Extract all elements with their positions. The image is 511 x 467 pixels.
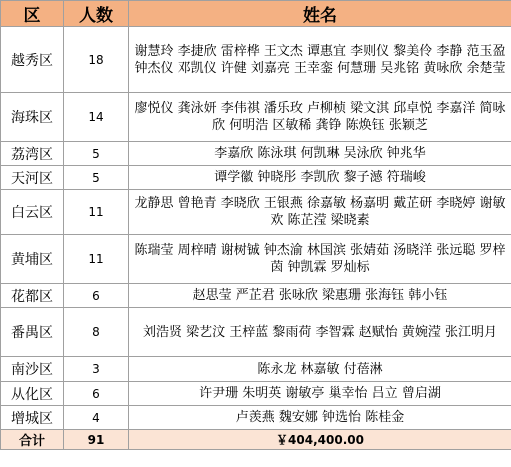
- names-cell: 龙静思 曾艳青 李晓欣 王银燕 徐嘉敏 杨嘉明 戴芷研 李晓婷 谢敏欢 陈芷滢 梁晓素: [129, 190, 511, 235]
- district-cell: 南沙区: [1, 357, 64, 382]
- table-row: [1, 190, 511, 235]
- table-row: [1, 406, 511, 430]
- table-row: [1, 308, 511, 357]
- table-row: [1, 166, 511, 190]
- district-cell: 天河区: [1, 166, 64, 190]
- count-cell: 11: [64, 190, 129, 235]
- district-cell: 增城区: [1, 406, 64, 430]
- names-cell: 陈永龙 林嘉敏 付蓓淋: [129, 357, 511, 382]
- table-row: [1, 235, 511, 284]
- total-row: [1, 430, 511, 450]
- district-cell: 荔湾区: [1, 142, 64, 166]
- district-cell: 花都区: [1, 284, 64, 308]
- count-cell: 11: [64, 235, 129, 284]
- names-cell: 赵思莹 严芷君 张咏欣 梁惠珊 张海钰 韩小钰: [129, 284, 511, 308]
- count-cell: 3: [64, 357, 129, 382]
- table-row: [1, 357, 511, 382]
- count-cell: 6: [64, 284, 129, 308]
- district-cell: 越秀区: [1, 27, 64, 93]
- names-cell: 廖悦仪 龚泳妍 李伟祺 潘乐玫 卢柳桢 梁文淇 邱卓悦 李嘉洋 简咏欣 何明浩 区敏稀 龚铮 陈焕钰 张颖芝: [129, 93, 511, 142]
- header-names: 姓名: [129, 1, 511, 27]
- table-row: [1, 142, 511, 166]
- count-cell: 6: [64, 382, 129, 406]
- header-count: 人数: [64, 1, 129, 27]
- count-cell: 4: [64, 406, 129, 430]
- total-amount: ￥404,400.00: [129, 430, 511, 450]
- count-cell: 18: [64, 27, 129, 93]
- names-cell: 刘浩贤 梁艺汶 王梓蓝 黎雨荷 李智霖 赵赋怡 黄婉滢 张江明月: [129, 308, 511, 357]
- district-cell: 黄埔区: [1, 235, 64, 284]
- table-row: [1, 382, 511, 406]
- names-cell: 谭学徽 钟晓彤 李凯欣 黎子澸 符瑞峻: [129, 166, 511, 190]
- total-count: 91: [64, 430, 129, 450]
- names-cell: 谢慧玲 李捷欣 雷梓桦 王文杰 谭惠宜 李则仪 黎美伶 李静 范玉盈 钟杰仪 邓凯仪 许健 刘嘉亮 王幸銮 何慧珊 吴兆铭 黄咏欣 余楚莹: [129, 27, 511, 93]
- names-cell: 许尹珊 朱明英 谢敏亭 巢幸怡 吕立 曾启湖: [129, 382, 511, 406]
- district-cell: 从化区: [1, 382, 64, 406]
- district-cell: 白云区: [1, 190, 64, 235]
- table-row: [1, 27, 511, 93]
- names-cell: 卢羡燕 魏安娜 钟选怡 陈桂金: [129, 406, 511, 430]
- total-label: 合计: [1, 430, 64, 450]
- names-cell: 陈瑞莹 周梓晴 谢树铖 钟杰渝 林国滨 张婧茹 汤晓洋 张远聪 罗梓茵 钟凯霖 罗灿标: [129, 235, 511, 284]
- header-row: [1, 1, 511, 27]
- names-cell: 李嘉欣 陈泳琪 何凯琳 吴泳欣 钟兆华: [129, 142, 511, 166]
- count-cell: 14: [64, 93, 129, 142]
- table-row: [1, 93, 511, 142]
- district-cell: 海珠区: [1, 93, 64, 142]
- count-cell: 8: [64, 308, 129, 357]
- header-district: 区: [1, 1, 64, 27]
- count-cell: 5: [64, 166, 129, 190]
- district-cell: 番禺区: [1, 308, 64, 357]
- count-cell: 5: [64, 142, 129, 166]
- table-row: [1, 284, 511, 308]
